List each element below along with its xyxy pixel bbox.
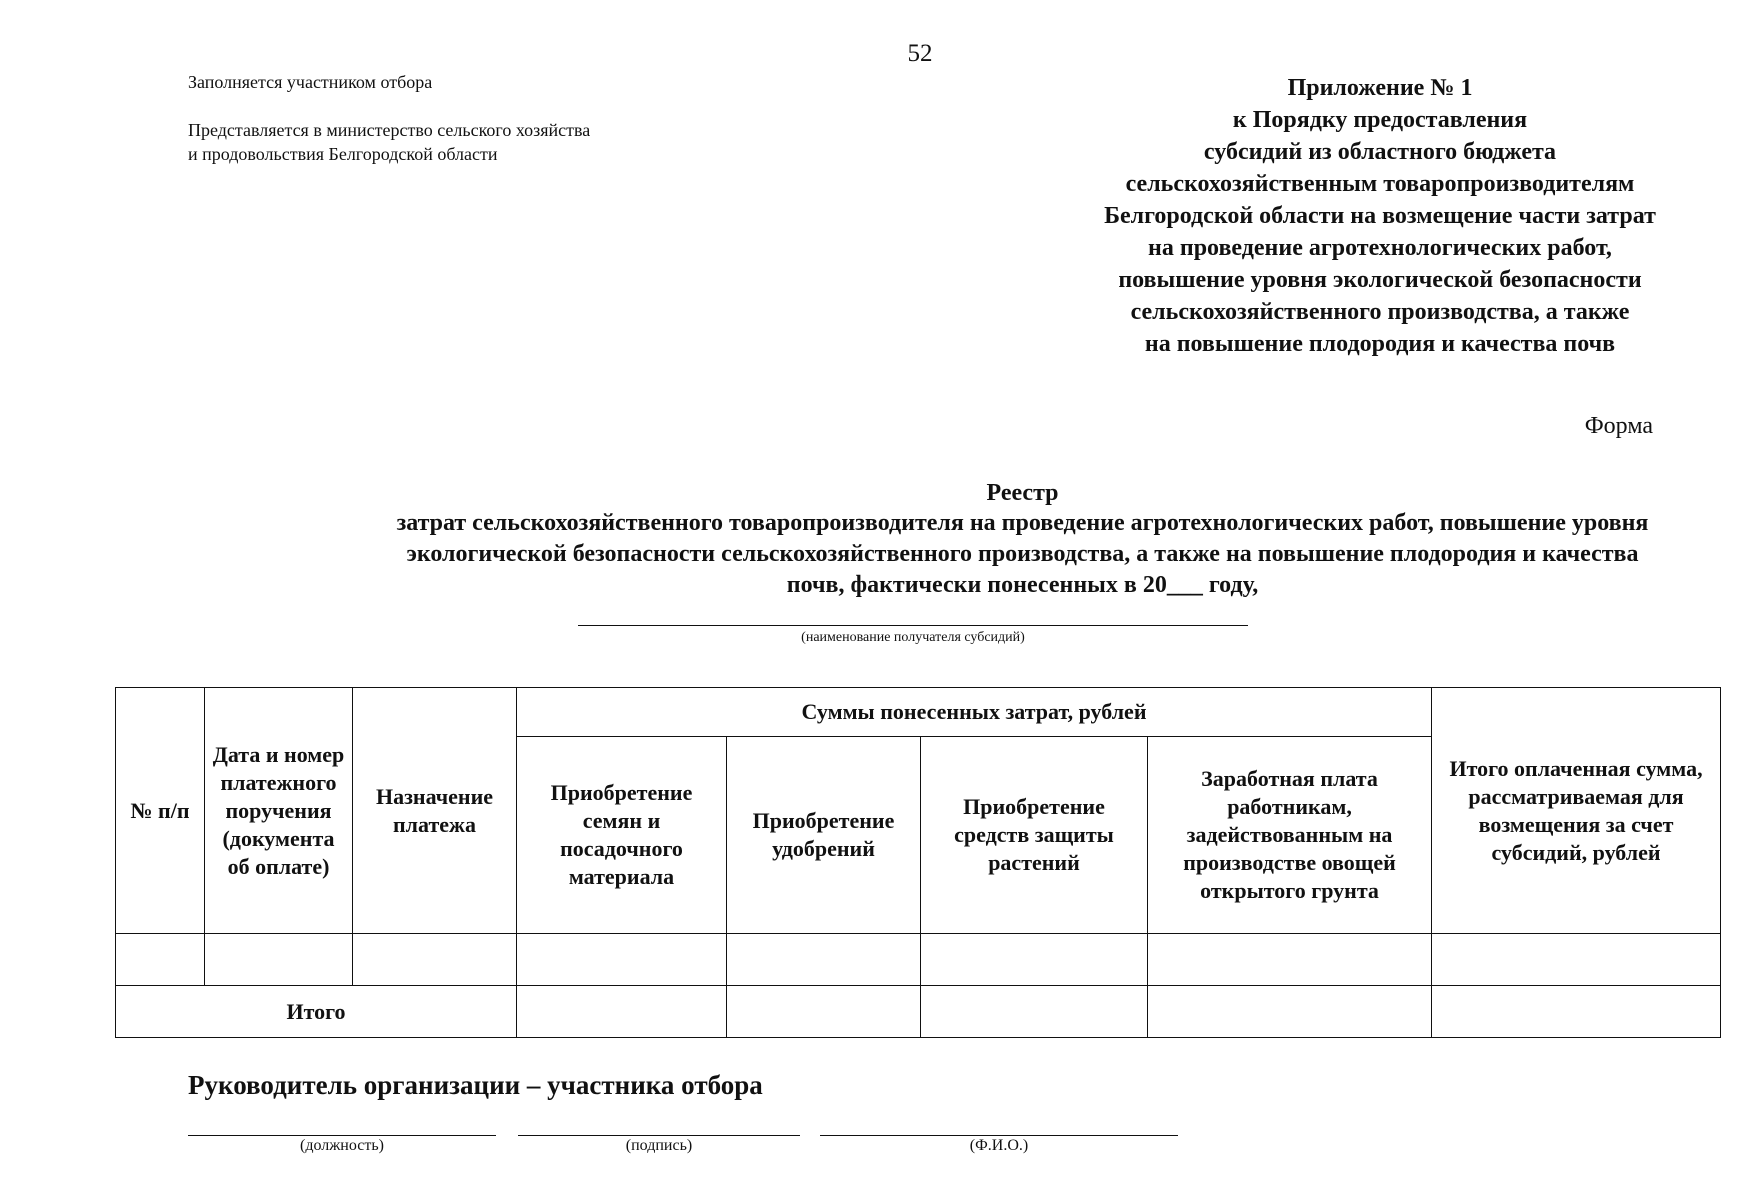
table-cell[interactable]	[921, 934, 1148, 986]
appendix-line: Приложение № 1	[1287, 75, 1473, 101]
table-cell[interactable]	[517, 986, 727, 1038]
expense-register-table	[115, 687, 1721, 1038]
table-cell[interactable]	[727, 934, 921, 986]
table-cell[interactable]	[353, 934, 517, 986]
appendix-heading	[1040, 72, 1720, 360]
table-cell[interactable]	[517, 934, 727, 986]
signature-line[interactable]	[518, 1135, 800, 1136]
appendix-line: к Порядку предоставления	[1232, 107, 1528, 133]
appendix-line: на повышение плодородия и качества почв	[1144, 331, 1616, 357]
form-label: Форма	[1584, 413, 1653, 439]
position-signature-line[interactable]	[188, 1135, 496, 1136]
register-title: Реестр	[986, 480, 1059, 506]
table-cell[interactable]	[1432, 934, 1721, 986]
full-name-caption: (Ф.И.О.)	[969, 1137, 1029, 1154]
page-number: 52	[907, 40, 933, 67]
table-cell[interactable]	[1148, 986, 1432, 1038]
register-subtitle-line: экологической безопасности сельскохозяйственного производства, а также на повышение плодородия и качества	[406, 541, 1639, 567]
col-header-seeds: Приобретение семян и посадочного материала	[517, 737, 727, 934]
submitted-to-note-line1: Представляется в министерство сельского хозяйства	[188, 120, 591, 140]
total-row-label: Итого	[116, 986, 517, 1038]
recipient-name-line[interactable]	[578, 625, 1248, 626]
table-cell[interactable]	[727, 986, 921, 1038]
table-cell[interactable]	[921, 986, 1148, 1038]
appendix-line: сельскохозяйственного производства, а также	[1130, 299, 1630, 325]
appendix-line: субсидий из областного бюджета	[1203, 139, 1557, 165]
table-row	[116, 934, 1721, 986]
recipient-caption: (наименование получателя субсидий)	[801, 630, 1025, 645]
submitted-to-note-line2: и продовольствия Белгородской области	[188, 144, 498, 164]
table-header-row	[116, 688, 1721, 737]
appendix-line: на проведение агротехнологических работ,	[1148, 235, 1612, 261]
appendix-line: повышение уровня экологической безопасности	[1118, 267, 1642, 293]
register-subtitle-line: почв, фактически понесенных в 20___ году,	[786, 572, 1259, 598]
table-cell[interactable]	[1432, 986, 1721, 1038]
full-name-signature-line[interactable]	[820, 1135, 1178, 1136]
col-header-purpose: Назначение платежа	[353, 688, 517, 934]
col-header-wages: Заработная плата работникам, задействованным на производстве овощей открытого грунта	[1148, 737, 1432, 934]
col-header-fertilizers: Приобретение удобрений	[727, 737, 921, 934]
register-subtitle	[195, 508, 1760, 601]
submission-notes	[188, 70, 590, 166]
col-header-plant-protection: Приобретение средств защиты растений	[921, 737, 1148, 934]
col-header-payment-date: Дата и номер платежного поручения (документа об оплате)	[205, 688, 353, 934]
signature-caption: (подпись)	[625, 1137, 693, 1154]
signature-heading: Руководитель организации – участника отбора	[188, 1070, 763, 1100]
col-group-header-expenses: Суммы понесенных затрат, рублей	[517, 688, 1432, 737]
table-cell[interactable]	[116, 934, 205, 986]
position-caption: (должность)	[300, 1137, 384, 1154]
appendix-line: сельскохозяйственным товаропроизводителям	[1125, 171, 1635, 197]
table-cell[interactable]	[1148, 934, 1432, 986]
filled-by-note: Заполняется участником отбора	[188, 72, 433, 92]
register-subtitle-line: затрат сельскохозяйственного товаропроизводителя на проведение агротехнологических работ, повышение уровня	[396, 510, 1649, 536]
table-total-row	[116, 986, 1721, 1038]
table-cell[interactable]	[205, 934, 353, 986]
appendix-line: Белгородской области на возмещение части затрат	[1104, 203, 1656, 229]
col-header-total-paid: Итого оплаченная сумма, рассматриваемая для возмещения за счет субсидий, рублей	[1432, 688, 1721, 934]
col-header-number: № п/п	[116, 688, 205, 934]
